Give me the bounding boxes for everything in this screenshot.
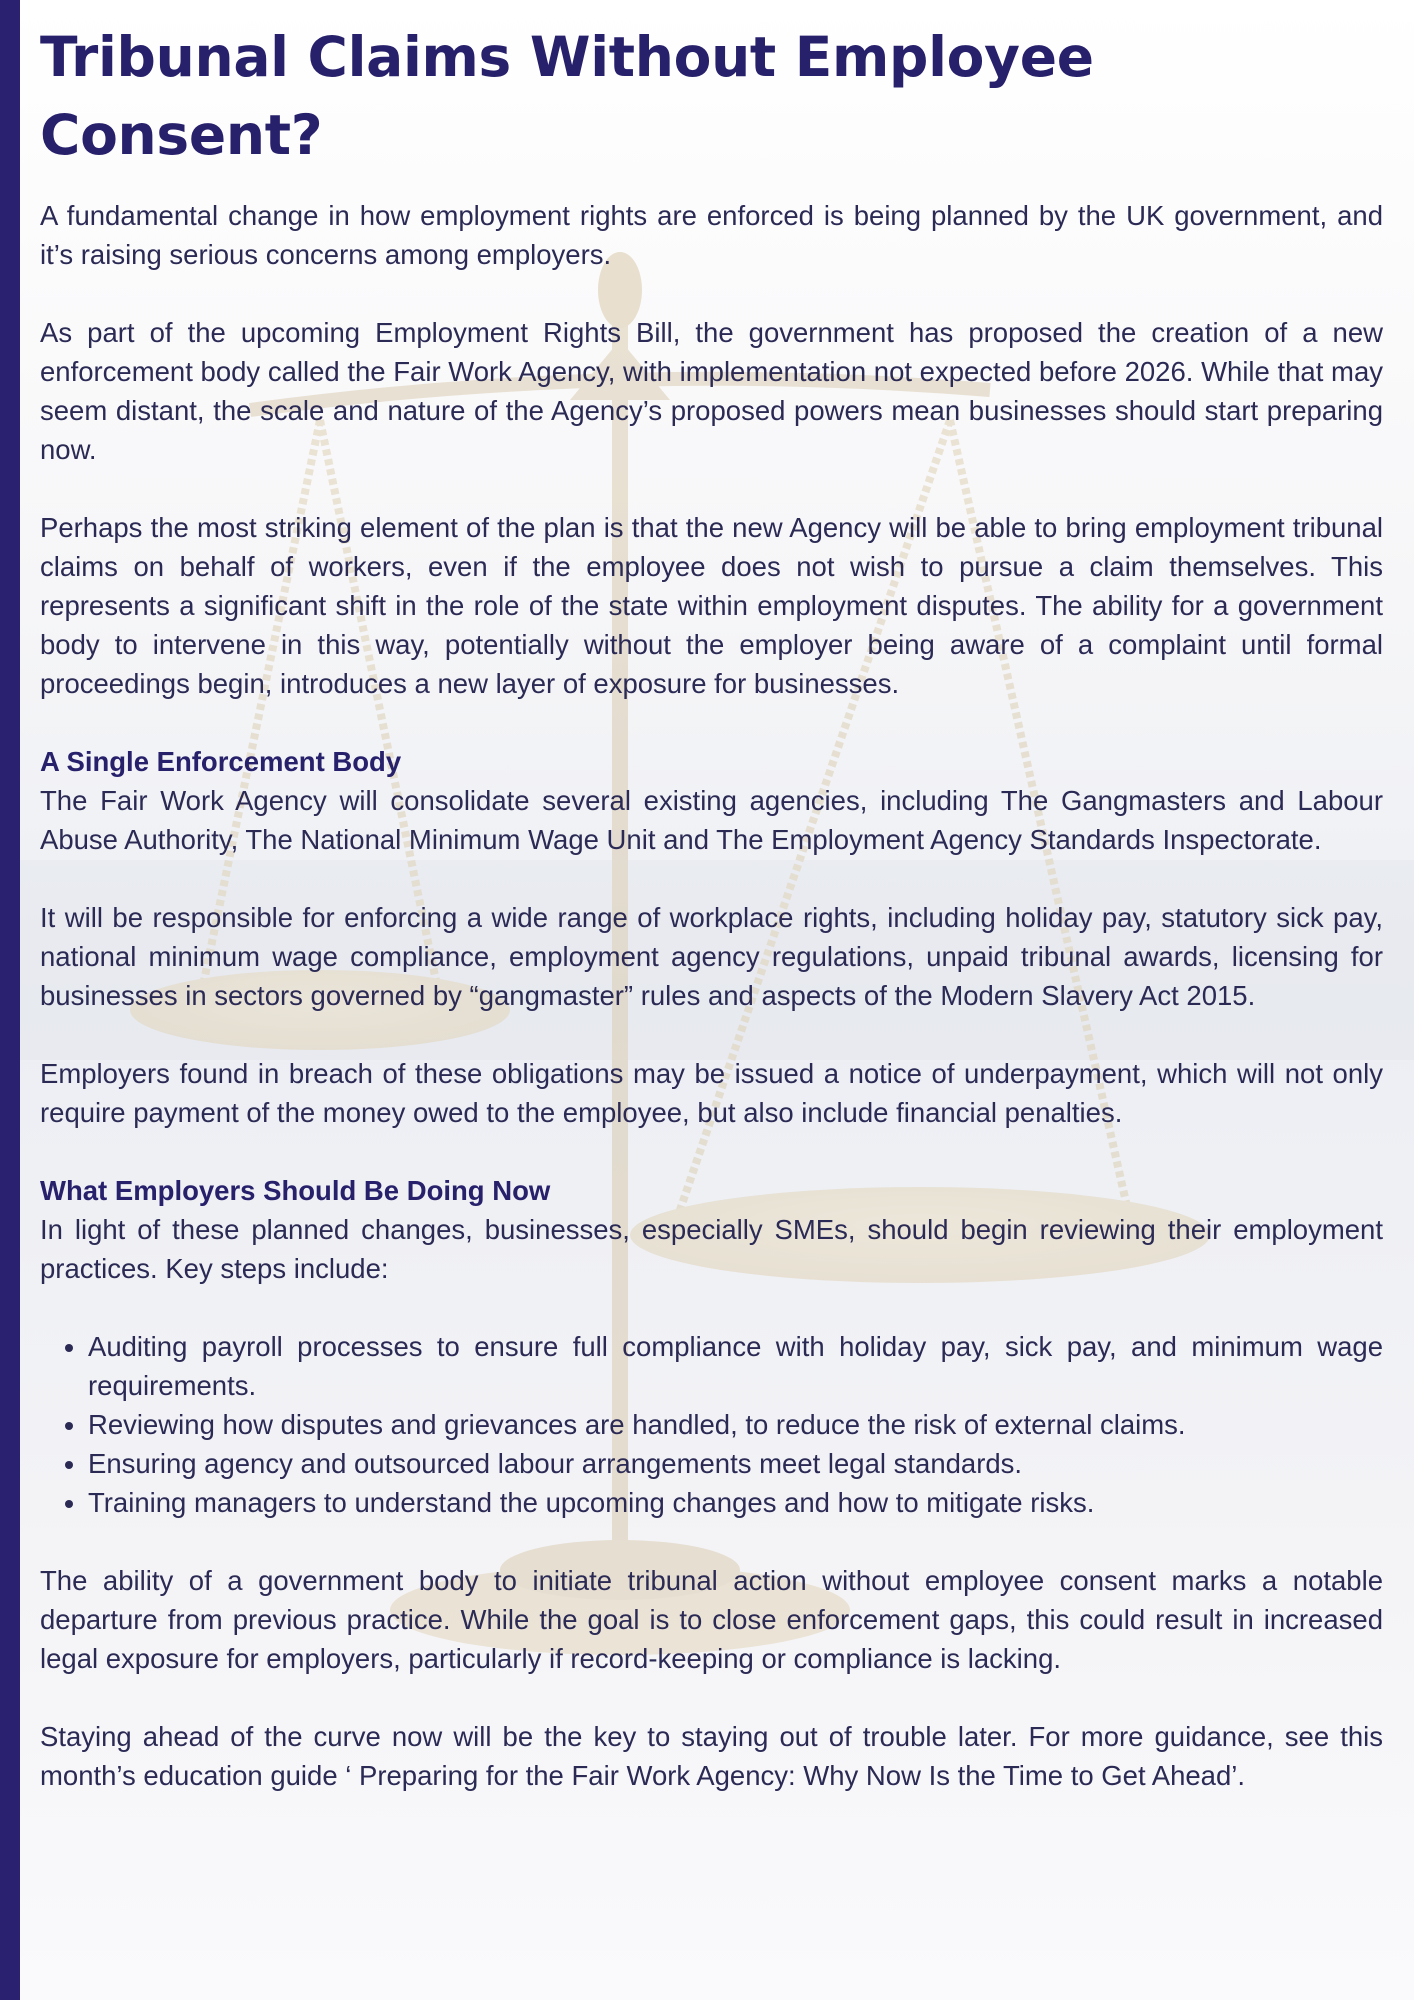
key-steps-list [40, 1327, 1383, 1522]
section-heading-enforcement-body: A Single Enforcement Body [40, 746, 402, 777]
section2-intro: In light of these planned changes, businesses, especially SMEs, should begin reviewing their employment practices. Key steps include: [40, 1214, 1383, 1284]
section-heading-employers-now: What Employers Should Be Doing Now [40, 1175, 551, 1206]
article [40, 18, 1383, 1834]
closing-paragraph-1: The ability of a government body to initiate tribunal action without employee consent marks a notable departure from previous practice. While the goal is to close enforcement gaps, this could result in increased legal exposure for employers, particularly if record-keeping or compliance is lacking. [40, 1565, 1383, 1674]
closing-paragraph-2: Staying ahead of the curve now will be the key to staying out of trouble later. For more guidance, see this month’s education guide ‘ Preparing for the Fair Work Agency: Why Now Is the Time to Get Ahead’. [40, 1721, 1383, 1791]
accent-bar [0, 0, 20, 2000]
page-title: Tribunal Claims Without Employee Consent? [40, 25, 1094, 167]
intro-paragraph-3: Perhaps the most striking element of the plan is that the new Agency will be able to bring employment tribunal claims on behalf of workers, even if the employee does not wish to pursue a claim themselves. This represents a significant shift in the role of the state within employment disputes. The ability for a government body to intervene in this way, potentially without the employer being aware of a complaint until formal proceedings begin, introduces a new layer of exposure for businesses. [40, 512, 1383, 699]
list-item: • Training managers to understand the upcoming changes and how to mitigate risks. [88, 1483, 1383, 1522]
section1-paragraph-1: The Fair Work Agency will consolidate several existing agencies, including The Gangmasters and Labour Abuse Authority, The National Minimum Wage Unit and The Employment Agency Standards Inspectorate. [40, 785, 1383, 855]
section1-paragraph-2: It will be responsible for enforcing a wide range of workplace rights, including holiday pay, statutory sick pay, national minimum wage compliance, employment agency regulations, unpaid tribunal awards, licensing for businesses in sectors governed by “gangmaster” rules and aspects of the Modern Slavery Act 2015. [40, 902, 1383, 1011]
intro-paragraph-1: A fundamental change in how employment rights are enforced is being planned by the UK government, and it’s raising serious concerns among employers. [40, 200, 1383, 270]
list-item: • Auditing payroll processes to ensure full compliance with holiday pay, sick pay, and minimum wage requirements. [88, 1327, 1383, 1405]
list-item: • Reviewing how disputes and grievances are handled, to reduce the risk of external claims. [88, 1405, 1383, 1444]
intro-paragraph-2: As part of the upcoming Employment Rights Bill, the government has proposed the creation of a new enforcement body called the Fair Work Agency, with implementation not expected before 2026. While that may seem distant, the scale and nature of the Agency’s proposed powers mean businesses should start preparing now. [40, 317, 1383, 465]
list-item: • Ensuring agency and outsourced labour arrangements meet legal standards. [88, 1444, 1383, 1483]
section1-paragraph-3: Employers found in breach of these obligations may be issued a notice of underpayment, which will not only require payment of the money owed to the employee, but also include financial penalties. [40, 1058, 1383, 1128]
